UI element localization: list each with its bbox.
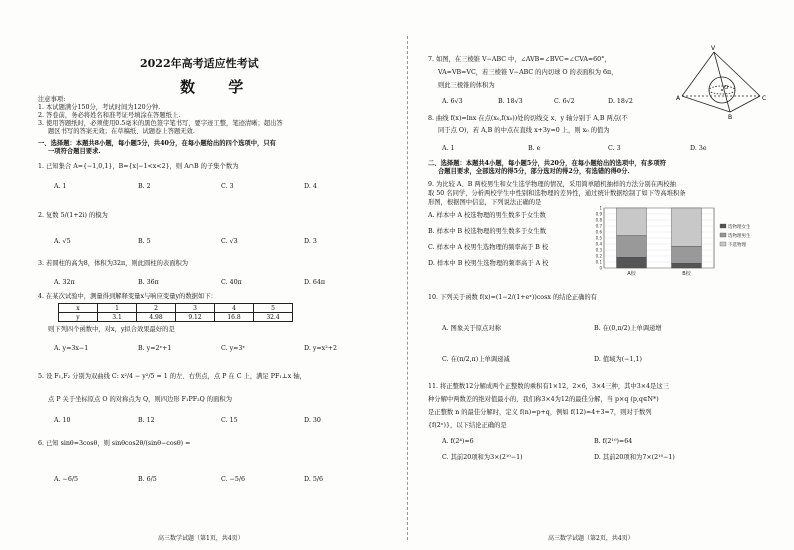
option: D. y=x²+2 [304, 345, 338, 352]
option: B. 12 [138, 417, 155, 424]
y-tick-label: 0.5 [595, 235, 602, 241]
section2-heading: 二、选择题：本题共4小题，每小题5分，共20分，在每小题给出的选项中，有多项符 [428, 160, 666, 167]
question-11: 11. 将正整数12分解成两个正整数的乘积有1×12，2×6，3×4三种，其中3×4是这三 [428, 383, 669, 390]
question-10: 10. 下列关于函数 f(x)=(1−2/(1+eˣ))cosx 的结论正确的有 [428, 294, 597, 301]
question-11-line2: 种分解中两数差的绝对值最小的，我们称3×4为12的最佳分解，当 p×q (p,q∈N*) [428, 396, 659, 403]
note-item: 3. 使用答题纸时，必须使用0.5毫米的黑色签字笔书写，要字迹工整，笔迹清晰；超出答 [38, 120, 283, 127]
exam-title: 2022年高考适应性考试 [140, 57, 259, 70]
option: C. 3 [608, 145, 621, 152]
option: C. 40π [221, 279, 242, 286]
question-11-line3: 是正整数 n 的最佳分解时，定义 f(n)=p+q，例如 f(12)=4+3=7，则对于数列 [428, 409, 652, 416]
bar-segment [672, 263, 702, 268]
table-cell: 2 [137, 304, 176, 313]
option: C. y=3ˣ [221, 345, 246, 352]
page-divider [407, 36, 408, 540]
x-tick-label: A校 [627, 271, 636, 277]
option: B. 样本中 B 校选物理的男生数多于女生数 [428, 228, 547, 235]
option: D. 3 [304, 238, 317, 245]
legend-swatch [720, 242, 726, 246]
option: D. 其前20项和为7×(2¹⁰−1) [594, 454, 675, 461]
question-4-after: 则下列四个函数中，对x，y拟合效果最好的是 [48, 326, 175, 333]
question-8: 8. 曲线 f(x)=lnx 在点(x₀,f(x₀))处的切线交 x、y 轴分别于 A,B 两点(不 [428, 115, 628, 122]
question-3: 3. 若圆柱的高为8，体积为32π，则此圆柱的表面积为 [38, 260, 189, 267]
option: B. e [528, 145, 541, 152]
figure-label: A [676, 95, 681, 102]
table-cell: 4 [215, 304, 254, 313]
question-2: 2. 复数 5/(1+2i) 的模为 [38, 212, 108, 219]
option: A. y=3x−1 [54, 345, 89, 352]
table-cell: x [59, 304, 98, 313]
option: B. 6/5 [138, 476, 157, 483]
option: D. 5/6 [304, 476, 323, 483]
pyramid-figure [676, 44, 768, 120]
question-6: 6. 已知 sinθ=3cosθ，则 sinθcos2θ/(sinθ−cosθ) = [38, 440, 191, 447]
option: B. 18√3 [498, 98, 523, 105]
legend-label: 选物理男生 [728, 234, 751, 239]
option: B. 2 [138, 183, 151, 190]
option: A. f(2⁴)=6 [442, 438, 474, 445]
question-5-line2: 点 P 关于坐标原点 O 的对称点为 Q，则四边形 F₁PF₂Q 的面积为 [48, 396, 232, 403]
legend-swatch [720, 224, 726, 228]
bar-segment [617, 257, 647, 268]
note-item: 1. 本试题满分150分，考试时间为120分钟. [38, 104, 161, 111]
table-row [59, 304, 293, 313]
option: D. 64π [304, 279, 325, 286]
section1-heading: 一项符合题目要求. [48, 148, 101, 155]
option: B. 36π [138, 279, 159, 286]
bar-segment [672, 246, 702, 263]
option: D. 30 [304, 417, 321, 424]
option: A. 1 [442, 145, 455, 152]
table-cell: 16.8 [215, 313, 254, 322]
question-11-line4: {f(2ⁿ)}，以下结论正确的是 [428, 422, 507, 429]
option: A. 图象关于原点对称 [442, 325, 501, 332]
option: A. −6/5 [54, 476, 78, 483]
y-tick-label: 0.9 [595, 211, 602, 217]
table-cell: 3 [176, 304, 215, 313]
question-7-line2: VA=VB=VC，若三棱锥 V−ABC 的内切球 O 的表面积为 6π， [438, 69, 618, 76]
table-cell: 4.98 [137, 313, 176, 322]
table-cell: 5 [254, 304, 293, 313]
section2-heading: 合题目要求，全部选对的得5分，部分选对的得2分，有选错的得0分. [438, 168, 630, 175]
option: D. 18√2 [608, 98, 633, 105]
subject-title: 数 学 [180, 78, 258, 96]
bar-segment [617, 236, 647, 258]
y-tick-label: 0.4 [595, 241, 602, 247]
question-9: 9. 为比较 A、B 两校男生和女生选学物理的情况，采用简单随机抽样的方法分别在两校抽 [428, 181, 676, 188]
option: B. 5 [138, 238, 151, 245]
question-9-line2: 取 50 名同学，分析两校学生中性别和选物理的差异性，通过统计数据绘制了如下等高堆积条 [428, 190, 686, 197]
table-cell: 32.4 [254, 313, 293, 322]
y-tick-label: 0 [599, 265, 602, 271]
option: C. 在(π/2,π)上单调递减 [442, 356, 510, 363]
question-4: 4. 在某次试验中，测量得到解释变量x与响应变量y的数据如下： [38, 293, 217, 300]
x-tick-label: B校 [682, 271, 691, 277]
option: A. √5 [54, 238, 71, 245]
option: C. −5/6 [221, 476, 246, 483]
legend-label: 不选物理 [728, 243, 746, 248]
table-cell: 9.12 [176, 313, 215, 322]
figure-label: B [728, 114, 733, 120]
data-table [58, 303, 293, 322]
bar-segment [672, 208, 702, 246]
question-8-line2: 同于点 O)，若 A,B 的中点在直线 x+3y=0 上，则 x₀ 的值为 [438, 127, 610, 134]
figure-label: C [762, 95, 767, 102]
option: D. 4 [304, 183, 317, 190]
table-cell: y [59, 313, 98, 322]
stacked-bar-chart [592, 204, 778, 280]
option: A. 32π [54, 279, 75, 286]
table-row [59, 313, 293, 322]
option: A. 1 [54, 183, 67, 190]
figure-label: V [711, 45, 716, 52]
option: C. √3 [221, 238, 238, 245]
option: A. 10 [54, 417, 71, 424]
notes-heading: 注意事项: [38, 96, 66, 103]
y-tick-label: 0.8 [595, 217, 602, 223]
option: C. 15 [221, 417, 238, 424]
note-item: 2. 答卷前，务必将姓名和准考证号填涂在答题纸上. [38, 112, 181, 119]
section1-heading: 一、选择题：本题共8小题，每小题5分，共40分，在每小题给出的四个选项中，只有 [38, 140, 276, 147]
bar-segment [617, 208, 647, 236]
right-page [428, 0, 778, 550]
question-7: 7. 如图，在三棱锥 V−ABC 中，∠AVB=∠BVC=∠CVA=60°， [428, 56, 611, 63]
option: D. 值域为(−1,1) [594, 356, 642, 363]
question-9-line3: 形图，根据图中信息，下列说法正确的是 [428, 199, 542, 206]
y-tick-label: 0.6 [595, 229, 602, 235]
question-7-line3: 则此三棱锥的体积为 [438, 82, 495, 89]
table-cell: 3.1 [98, 313, 137, 322]
option: B. 在(0,π/2)上单调递增 [594, 325, 662, 332]
y-tick-label: 0.2 [595, 253, 602, 259]
y-tick-label: 0.3 [595, 247, 602, 253]
y-tick-label: 1 [599, 205, 602, 211]
page-footer: 高三数学试题（第2页，共4页） [548, 535, 634, 542]
option: D. 3e [690, 145, 707, 152]
table-cell: 1 [98, 304, 137, 313]
figure-label: O [724, 85, 729, 91]
option: B. y=2ˣ+1 [138, 345, 172, 352]
option: C. 样本中 A 校男生选物理的频率高于 B 校 [428, 244, 549, 251]
y-tick-label: 0.7 [595, 223, 602, 229]
option: D. 样本中 B 校男生选物理的频率高于 A 校 [428, 260, 549, 267]
question-5: 5. 设 F₁,F₂ 分别为双曲线 C: x²/4 − y²/5 = 1 的左、右焦点，点 P 在 C 上，满足 PF₁⊥x 轴， [38, 373, 306, 380]
option: C. 其前20项和为3×(2¹⁰−1) [442, 454, 523, 461]
option: B. f(2¹⁰)=64 [594, 438, 633, 445]
y-tick-label: 0.1 [595, 259, 602, 265]
legend-swatch [720, 233, 726, 237]
option: A. 6√3 [442, 98, 463, 105]
option: A. 样本中 A 校选物理的男生数多于女生数 [428, 212, 546, 219]
note-item: 题区书写的答案无效；在草稿纸、试题卷上答题无效. [48, 128, 195, 135]
left-page [38, 0, 390, 550]
legend-label: 选物理女生 [728, 225, 751, 230]
question-1: 1. 已知集合 A={−1,0,1}，B={x|−1<x<2}，则 A∩B 的子集个数为 [38, 163, 239, 170]
page-footer: 高三数学试题（第1页，共4页） [158, 535, 244, 542]
option: C. 6√2 [554, 98, 575, 105]
option: C. 3 [221, 183, 234, 190]
